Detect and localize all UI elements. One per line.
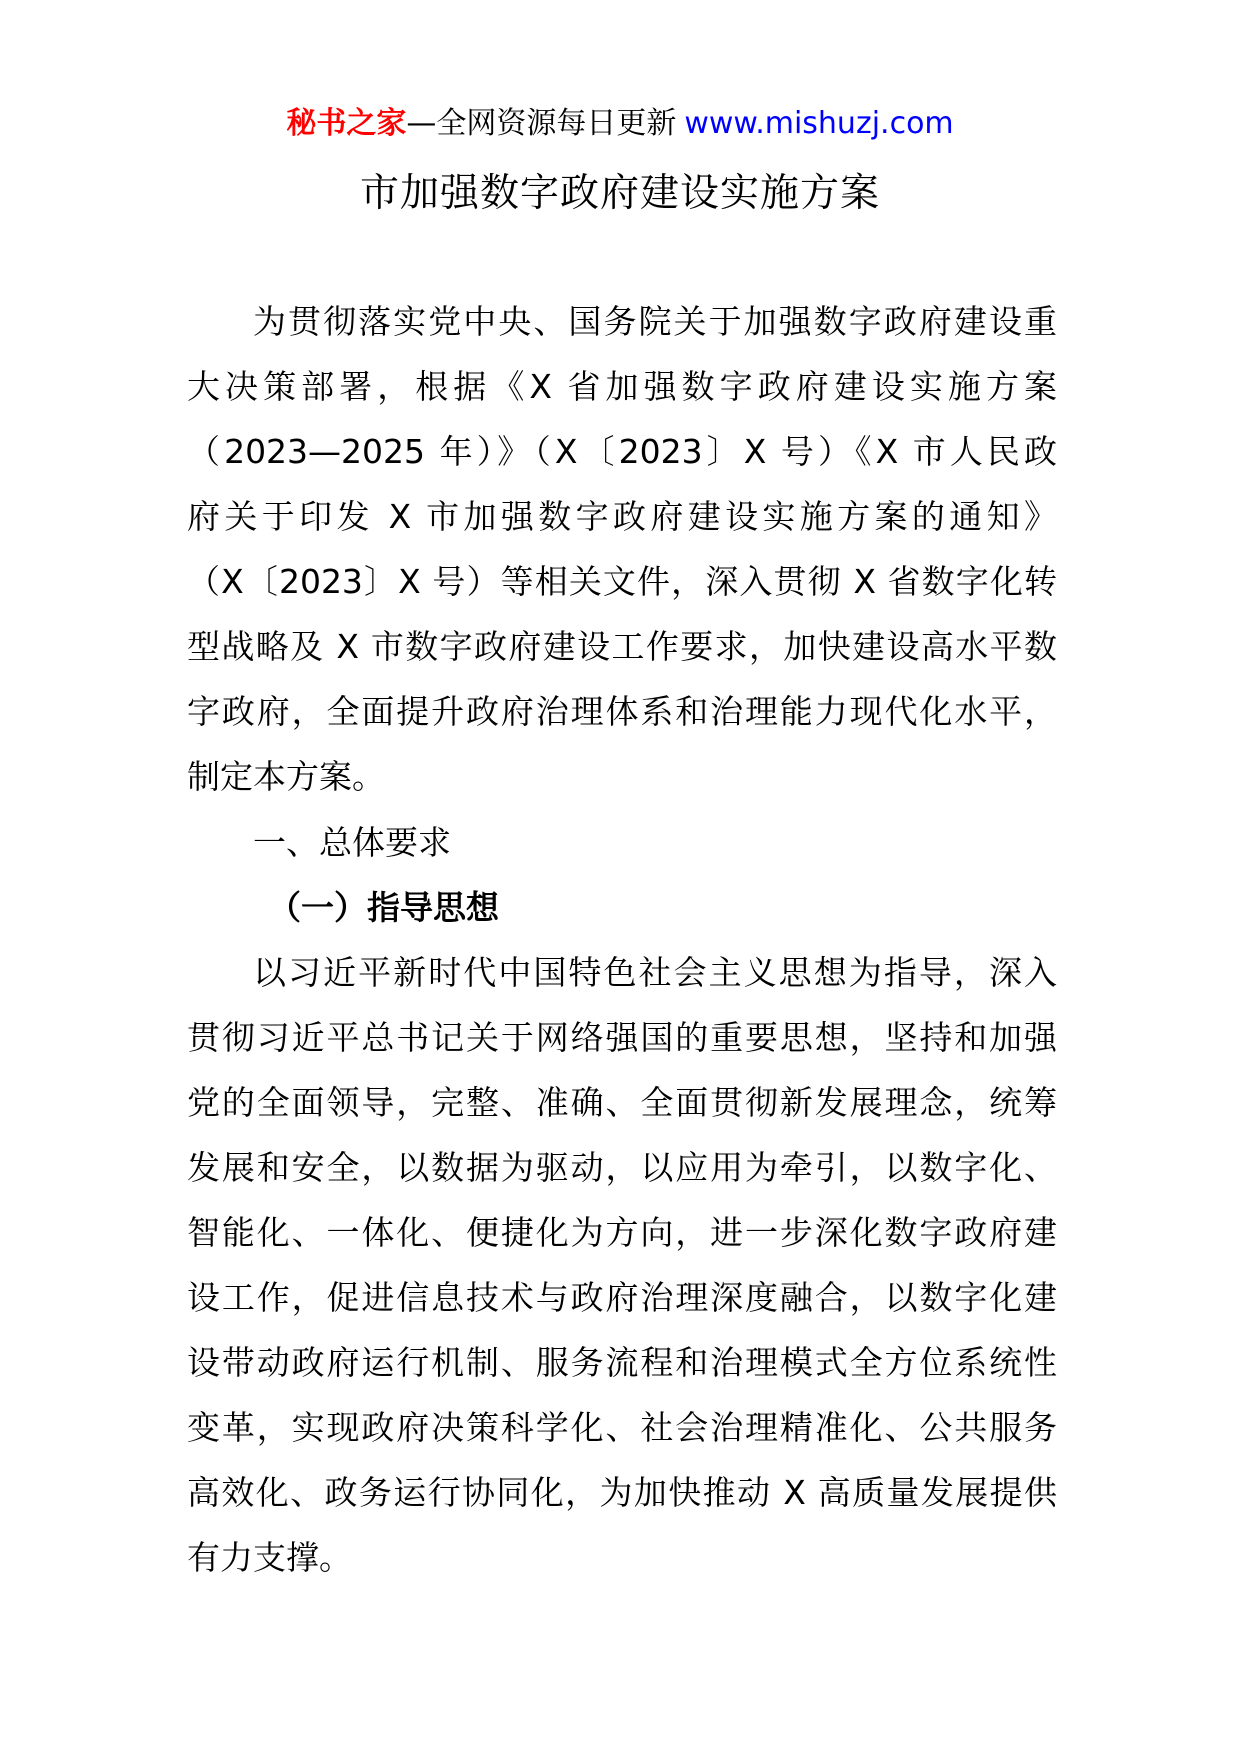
- subsection-heading: （一）指导思想: [268, 888, 499, 927]
- intro-paragraph: [187, 289, 1057, 809]
- intro-line: 制定本方案。: [187, 757, 385, 796]
- site-header: [0, 100, 1240, 148]
- guide-line: 设带动政府运行机制、服务流程和治理模式全方位系统性: [187, 1343, 1057, 1382]
- section-heading: 一、总体要求: [253, 823, 451, 862]
- guiding-ideology-paragraph: [187, 940, 1057, 1590]
- intro-line: （2023—2025 年）》（X〔2023〕X 号）《X 市人民政: [187, 432, 1057, 471]
- guide-line: 设工作，促进信息技术与政府治理深度融合，以数字化建: [187, 1278, 1057, 1317]
- guide-line: 变革，实现政府决策科学化、社会治理精准化、公共服务: [187, 1408, 1057, 1447]
- intro-line: 为贯彻落实党中央、国务院关于加强数字政府建设重: [253, 302, 1057, 341]
- intro-line: （X〔2023〕X 号）等相关文件，深入贯彻 X 省数字化转: [187, 562, 1057, 601]
- website-link[interactable]: www.mishuzj.com: [684, 106, 954, 141]
- guide-line: 有力支撑。: [187, 1538, 352, 1577]
- guide-line: 贯彻习近平总书记关于网络强国的重要思想，坚持和加强: [187, 1018, 1057, 1057]
- guide-line: 高效化、政务运行协同化，为加快推动 X 高质量发展提供: [187, 1473, 1057, 1512]
- brand-name: 秘书之家: [286, 106, 407, 141]
- intro-line: 型战略及 X 市数字政府建设工作要求，加快建设高水平数: [187, 627, 1057, 666]
- intro-line: 字政府，全面提升政府治理体系和治理能力现代化水平，: [187, 692, 1057, 731]
- intro-line: 大决策部署，根据《X 省加强数字政府建设实施方案: [187, 367, 1057, 406]
- document-title: 市加强数字政府建设实施方案: [359, 171, 880, 216]
- guide-line: 党的全面领导，完整、准确、全面贯彻新发展理念，统筹: [187, 1083, 1057, 1122]
- guide-line: 以习近平新时代中国特色社会主义思想为指导，深入: [253, 953, 1057, 992]
- header-slogan: —全网资源每日更新: [406, 106, 677, 141]
- guide-line: 智能化、一体化、便捷化为方向，进一步深化数字政府建: [187, 1213, 1057, 1252]
- intro-line: 府关于印发 X 市加强数字政府建设实施方案的通知》: [187, 497, 1057, 536]
- guide-line: 发展和安全，以数据为驱动，以应用为牵引，以数字化、: [187, 1148, 1057, 1187]
